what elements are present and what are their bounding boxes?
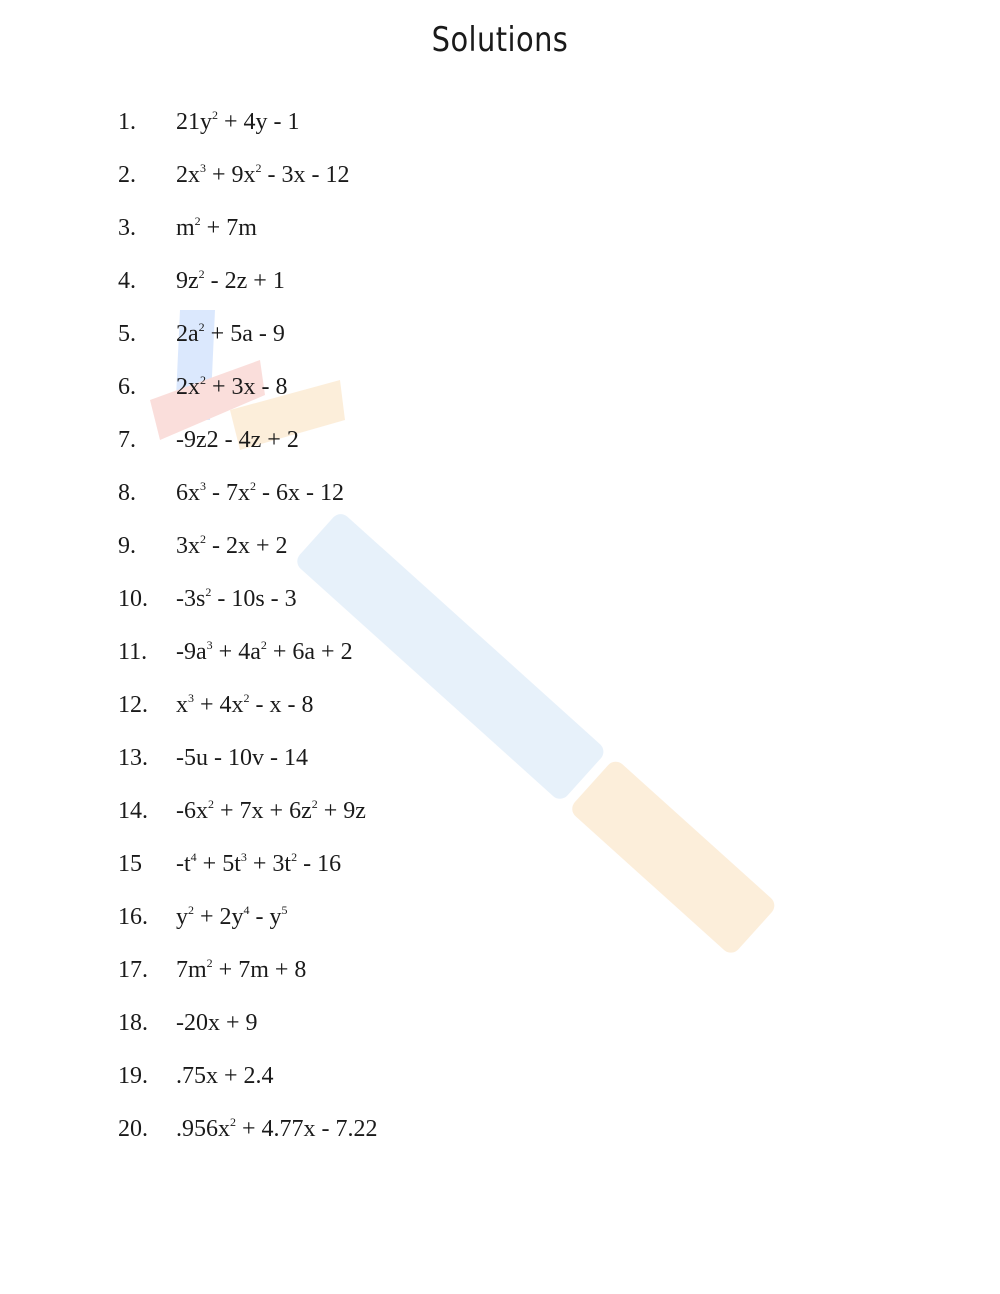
solution-item <box>118 96 378 149</box>
solution-expression: $6x^3 - 7x^2 - 6x - 12$ <box>176 479 344 506</box>
solution-expression: $2a^2 + 5a - 9$ <box>176 320 285 347</box>
solution-item <box>118 944 378 997</box>
solution-number: 9. <box>118 533 136 559</box>
solution-item <box>118 467 378 520</box>
solution-expression: $7m^2 + 7m + 8$ <box>176 956 307 983</box>
solution-number: 2. <box>118 162 136 188</box>
solution-item <box>118 679 378 732</box>
solution-expression: $9z^2 - 2z + 1$ <box>176 267 285 294</box>
solution-expression: -5u - 10v - 14 <box>176 745 308 771</box>
solution-number: 8. <box>118 480 136 506</box>
solution-expression: $-t^4 + 5t^3 + 3t^2 - 16$ <box>176 850 342 877</box>
solution-expression: $-3s^2 - 10s - 3$ <box>176 585 297 612</box>
solution-number: 18. <box>118 1010 148 1036</box>
solution-item <box>118 308 378 361</box>
solution-item <box>118 997 378 1050</box>
solution-expression: $.956x^2 + 4.77x - 7.22$ <box>176 1115 378 1142</box>
solution-number: 16. <box>118 904 148 930</box>
solution-number: 14. <box>118 798 148 824</box>
solution-expression: $-9a^3 + 4a^2 + 6a + 2$ <box>176 638 353 665</box>
solution-item <box>118 361 378 414</box>
solution-number: 3. <box>118 215 136 241</box>
solution-expression: $2x^3 + 9x^2 - 3x - 12$ <box>176 161 350 188</box>
solution-expression: $m^2 + 7m$ <box>176 214 257 241</box>
solution-expression: $-6x^2 + 7x + 6z^2 + 9z$ <box>176 797 366 824</box>
page-title: Solutions <box>431 20 569 60</box>
solution-item <box>118 1050 378 1103</box>
solution-item <box>118 573 378 626</box>
solution-number: 17. <box>118 957 148 983</box>
solution-item <box>118 1103 378 1156</box>
solution-number: 7. <box>118 427 136 453</box>
solution-expression: $2x^2 + 3x - 8$ <box>176 373 288 400</box>
solution-item <box>118 414 378 467</box>
solution-number: 4. <box>118 268 136 294</box>
solution-number: 11. <box>118 639 148 665</box>
solution-expression: $3x^2 - 2x + 2$ <box>176 532 288 559</box>
solution-item <box>118 732 378 785</box>
solution-expression: -9z2 - 4z + 2 <box>176 427 299 453</box>
solution-number: 20. <box>118 1116 148 1142</box>
solution-number: 19. <box>118 1063 148 1089</box>
solutions-list <box>118 96 378 1156</box>
solution-item <box>118 891 378 944</box>
solution-number: 1. <box>118 109 136 135</box>
solution-item <box>118 838 378 891</box>
solution-number: 6. <box>118 374 136 400</box>
solution-item <box>118 520 378 573</box>
solution-number: 5. <box>118 321 136 347</box>
solution-expression: $y^2 + 2y^4 - y^5$ <box>176 903 288 930</box>
solution-expression: $21y^2 + 4y - 1$ <box>176 108 300 135</box>
solution-number: 10. <box>118 586 148 612</box>
solution-item <box>118 626 378 679</box>
solution-item <box>118 255 378 308</box>
solution-number: 12. <box>118 692 148 718</box>
solution-expression: $x^3 + 4x^2 - x - 8$ <box>176 691 314 718</box>
solution-item <box>118 202 378 255</box>
solution-item <box>118 149 378 202</box>
solution-expression: -20x + 9 <box>176 1010 258 1036</box>
solution-number: 15 <box>118 851 142 877</box>
solution-expression: .75x + 2.4 <box>176 1063 274 1089</box>
solution-number: 13. <box>118 745 148 771</box>
solution-item <box>118 785 378 838</box>
